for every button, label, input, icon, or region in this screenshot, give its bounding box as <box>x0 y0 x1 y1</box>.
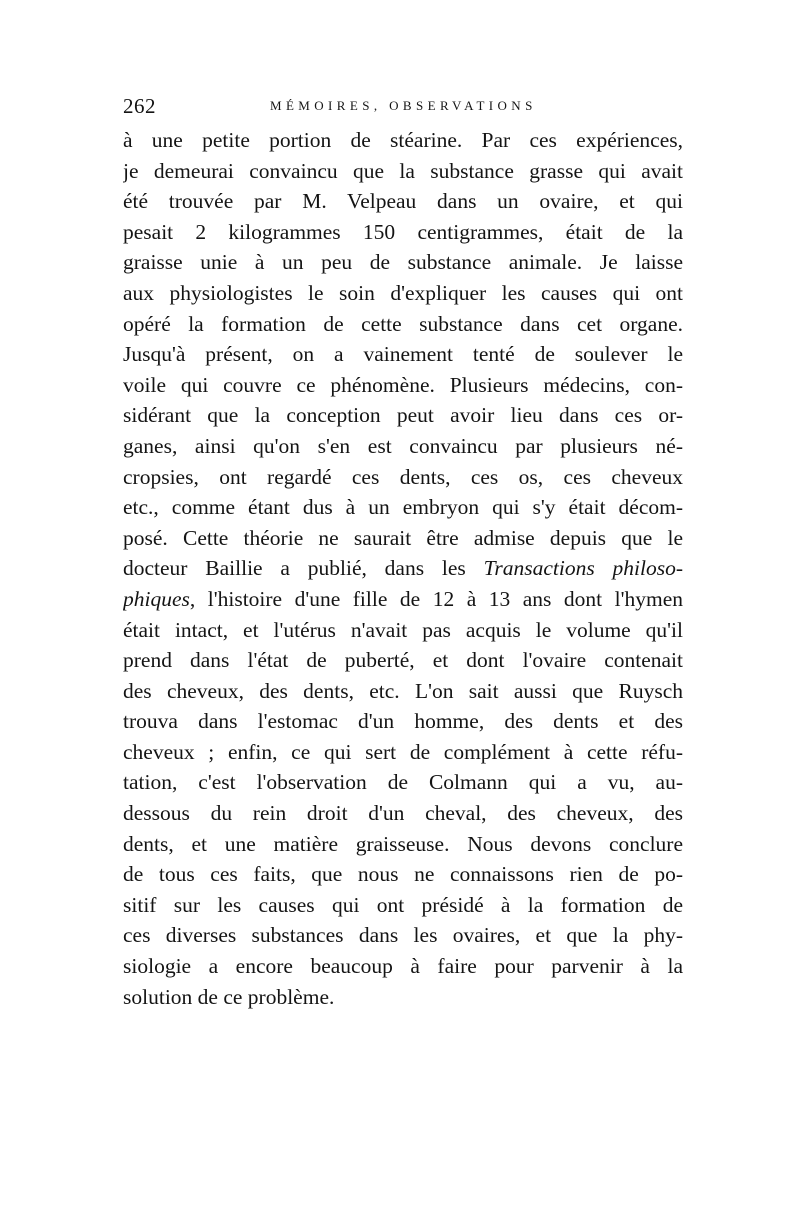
text-line: sidérant que la conception peut avoir lieu dans ces or- <box>123 403 683 428</box>
text-line: pesait 2 kilogrammes 150 centigrammes, était de la <box>123 219 683 244</box>
text-line: dents, et une matière graisseuse. Nous devons conclure <box>123 831 683 856</box>
text-line: de tous ces faits, que nous ne connaissons rien de po- <box>123 862 683 887</box>
text-segment: , l'histoire d'une fille de 12 à 13 ans dont l'hymen <box>189 586 683 611</box>
text-line: été trouvée par M. Velpeau dans un ovaire, et qui <box>123 189 683 214</box>
page-number: 262 <box>123 94 156 118</box>
text-line: Jusqu'à présent, on a vainement tenté de soulever le <box>123 342 683 367</box>
text-line: opéré la formation de cette substance dans cet organe. <box>123 311 683 336</box>
italic-title: phiques <box>123 586 190 611</box>
text-line: ganes, ainsi qu'on s'en est convaincu par plusieurs né- <box>123 433 683 458</box>
text-segment: docteur Baillie a publié, dans les <box>123 556 466 581</box>
text-line: ces diverses substances dans les ovaires, et que la phy- <box>123 923 683 948</box>
running-head: MÉMOIRES, OBSERVATIONS <box>270 98 537 113</box>
text-line-with-italic <box>123 584 683 615</box>
text-line: graisse unie à un peu de substance animale. Je laisse <box>123 250 683 275</box>
text-line: aux physiologistes le soin d'expliquer les causes qui ont <box>123 280 683 305</box>
text-line-with-italic <box>123 553 683 584</box>
text-line: à une petite portion de stéarine. Par ces expériences, <box>123 128 683 152</box>
text-line: des cheveux, des dents, etc. L'on sait aussi que Ruysch <box>123 678 683 703</box>
text-line: cropsies, ont regardé ces dents, ces os, ces cheveux <box>123 464 683 489</box>
text-line: sitif sur les causes qui ont présidé à la formation de <box>123 892 683 917</box>
text-line: posé. Cette théorie ne saurait être admise depuis que le <box>123 525 683 550</box>
text-line: dessous du rein droit d'un cheval, des cheveux, des <box>123 801 683 826</box>
text-line: je demeurai convaincu que la substance grasse qui avait <box>123 158 683 183</box>
text-line: tation, c'est l'observation de Colmann qui a vu, au- <box>123 770 683 795</box>
text-line: prend dans l'état de puberté, et dont l'ovaire contenait <box>123 648 683 673</box>
text-line: trouva dans l'estomac d'un homme, des dents et des <box>123 709 683 734</box>
text-line-final: solution de ce problème. <box>123 984 335 1009</box>
text-line: était intact, et l'utérus n'avait pas acquis le volume qu'il <box>123 617 683 642</box>
text-line: siologie a encore beaucoup à faire pour parvenir à la <box>123 954 683 979</box>
italic-title: Transactions philoso- <box>483 556 683 581</box>
text-line: cheveux ; enfin, ce qui sert de complément à cette réfu- <box>123 739 683 764</box>
text-line: voile qui couvre ce phénomène. Plusieurs médecins, con- <box>123 372 683 397</box>
page-header <box>123 94 683 124</box>
text-line: etc., comme étant dus à un embryon qui s'y était décom- <box>123 495 683 520</box>
body-text <box>123 125 683 1012</box>
